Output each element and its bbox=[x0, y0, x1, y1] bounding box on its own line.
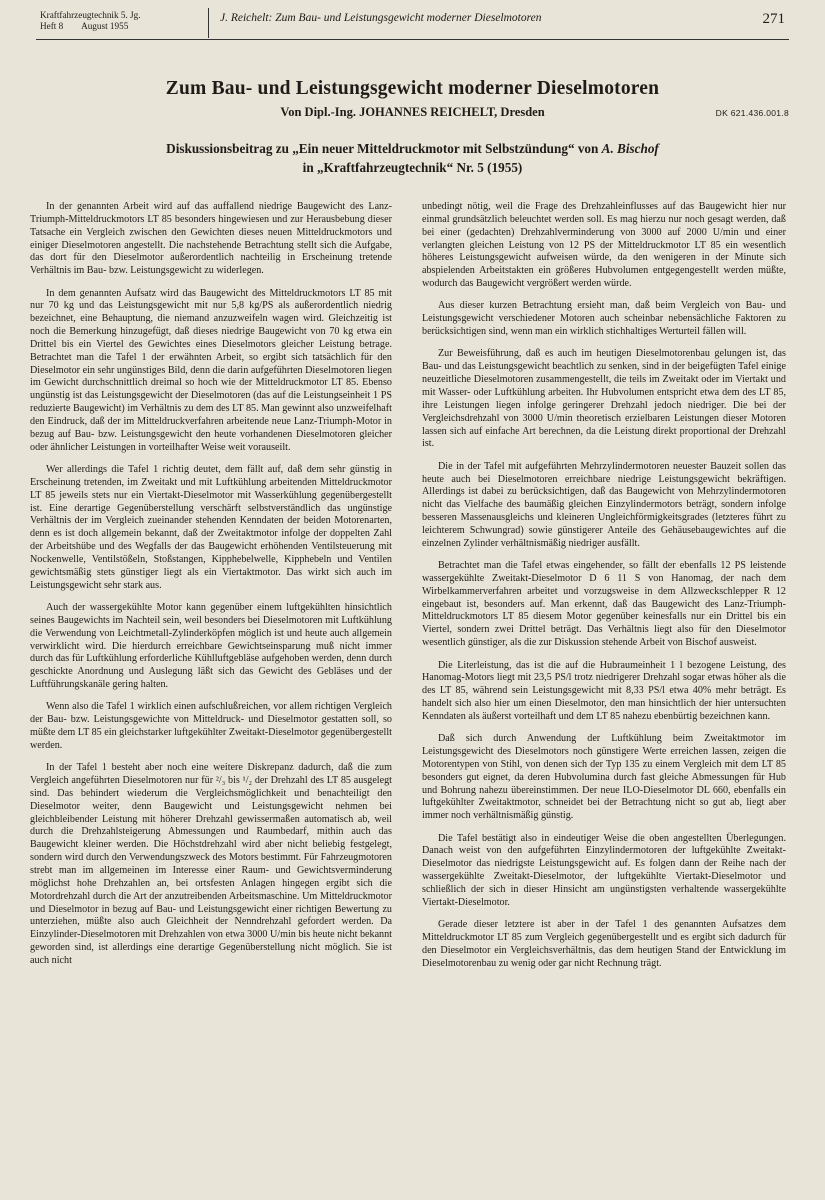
page-number: 271 bbox=[762, 11, 785, 27]
paragraph: In der genannten Arbeit wird auf das auffallend niedrige Baugewicht des Lanz-Triumph-Mitteldruckmotors LT 85 besonders hingewiesen und zur Herausbebung dieser Tatsache ein Vergleich zwischen den Gewichten dieses neuen Mitteldruckmotors und einiger Dieselmotoren angestellt. Die nachstehende Betrachtung stellt sich die Aufgabe, das dort für den Dieselmotor außerordentlich nachteilig in Erscheinung tretende Verhältnis im Bau- bzw. Leistungsgewicht zu widerlegen. bbox=[30, 201, 392, 277]
paragraph: Gerade dieser letztere ist aber in der Tafel 1 des genannten Aufsatzes dem Mitteldruckmotor LT 85 zum Vergleich gegenübergestellt und es ergibt sich dadurch für den Dieselmotor ein Vergleichsverhältnis, das dem heutigen Stand der Entwicklung im Dieselmotorenbau zu wenig oder gar nicht Rechnung trägt. bbox=[422, 919, 786, 969]
paragraph: Die Literleistung, das ist die auf die Hubraumeinheit 1 l bezogene Leistung, des Hanomag-Motors liegt mit 23,5 PS/l trotz niedrigerer Drehzahl sogar etwas höher als die des LT 85, während sein Leistungsgewicht mit 8,33 PS/l etwa 40% mehr beträgt. Es handelt sich also hier um einen Dieselmotor, den man hinsichtlich der hier untersuchten Kenndaten als äußerst vorteilhaft und dem LT 85 nahezu ebenbürtig bezeichnen kann. bbox=[422, 659, 786, 722]
paragraph: Die in der Tafel mit aufgeführten Mehrzylindermotoren neuester Bauzeit sollen das heute auch bei Dieselmotoren erreichbare niedrige Leistungsgewicht bekräftigen. Allerdings ist dabei zu berücksichtigen, daß das Baugewicht von Mehrzylindermotoren nicht das Vielfache des baumäßig gleichen Einzylindermotors beträgt, sondern infolge besseren Massenausgleichs und kleineren Ungleichförmigkeitsgrades (letzteres führt zu leichterem Schwungrad) sowie günstigerer Anteile des Gehäusebaugewichtes auf die einzelnen Zylinder verhältnismäßig niedriger ausfällt. bbox=[422, 460, 786, 549]
subtitle-line1 bbox=[36, 139, 789, 158]
article-subtitle bbox=[36, 139, 789, 177]
journal-info-line1: Kraftfahrzeugtechnik 5. Jg. bbox=[40, 10, 141, 20]
paragraph: Daß sich durch Anwendung der Luftkühlung beim Zweitaktmotor im Leistungsgewicht des Dieselmotors noch günstigere Werte erreichen lassen, zeigen die Motorentypen von Stihl, von denen sich der Typ 135 zu einem Vergleich mit dem LT 85 besonders gut eignet, da deren Hubvolumina durch fast gleiche Abmessungen für Hub und Bohrung nahezu übereinstimmen. Der neue ILO-Dieselmotor DL 660, ebenfalls ein luftgekühlter Zweitaktmotor, schneidet bei der Betrachtung nicht so gut ab, liegt aber immer noch verhältnismäßig günstig. bbox=[422, 733, 786, 822]
subtitle-line1-text: Diskussionsbeitrag zu „Ein neuer Mitteldruckmotor mit Selbstzündung“ von bbox=[166, 141, 602, 156]
paragraph: Die Tafel bestätigt also in eindeutiger Weise die oben angestellten Überlegungen. Danach weist von den aufgeführten Einzylindermotoren der luftgekühlte Zweitakt-Dieselmotor das niedrigste Leistungsgewicht auf. Es folgen dann der Reihe nach der wassergekühlte Zweitakt-Dieselmotor, der luftgekühlte Viertakt-Dieselmotor und schließlich der sich in dieser Hinsicht am ungünstigsten verhaltende wassergekühlte Viertakt-Dieselmotor. bbox=[422, 832, 786, 908]
article-heading bbox=[36, 78, 789, 177]
paragraph: Aus dieser kurzen Betrachtung ersieht man, daß beim Vergleich von Bau- und Leistungsgewicht verschiedener Motoren auch scheinbar nebensächliche Faktoren zu berücksichtigen sind, wenn man ein wirklich stichhaltiges Werturteil fällen will. bbox=[422, 300, 786, 338]
paragraph: unbedingt nötig, weil die Frage des Drehzahleinflusses auf das Baugewicht hier nur einmal grundsätzlich beleuchtet werden soll. Es mag hierzu nur noch gesagt werden, daß bei einer (gedachten) Drehzahlverminderung von 3000 auf 2000 U/min und einer verlangten gleichen Leistung von 12 PS der Mitteldruckmotor LT 85 ein wesentlich höheres Leistungsgewicht aufweisen würde, da den wenigeren in der Minute sich abspielenden Arbeitstakten ein größeres Hubvolumen entgegengestellt werden müßte, wodurch das Baugewicht vergrößert werden würde. bbox=[422, 201, 786, 290]
paragraph: Auch der wassergekühlte Motor kann gegenüber einem luftgekühlten hinsichtlich seines Baugewichts im Nachteil sein, weil besonders bei Dieselmotoren mit Luftkühlung die Verwendung von Leichtmetall-Zylinderköpfen möglich ist und heute auch allgemein verwirklicht wird. Die hierdurch erreichbare Gewichtseinsparung muß nicht immer durch das für Luftkühlung erforderliche Kühlluftgebläse aufgehoben werden, denn durch geschickte Anordnung und Auslegung läßt sich das Gewicht des Gebläses und der Luftführungskanäle gering halten. bbox=[30, 601, 392, 691]
subtitle-line2: in „Kraftfahrzeugtechnik“ Nr. 5 (1955) bbox=[302, 160, 523, 175]
running-title: J. Reichelt: Zum Bau- und Leistungsgewicht moderner Dieselmotoren bbox=[220, 12, 542, 24]
paragraph: Wenn also die Tafel 1 wirklich einen aufschlußreichen, vor allem richtigen Vergleich der Bau- bzw. Leistungsgewichte von Mitteldruck- und Dieselmotor gestatten soll, so müßte dem LT 85 ein gleichstarker luftgekühlter Zweitakt-Dieselmotor gegenübergestellt werden. bbox=[30, 701, 392, 751]
left-column bbox=[30, 201, 392, 977]
page-header bbox=[36, 8, 789, 40]
header-vertical-rule bbox=[208, 8, 209, 38]
dk-classification: DK 621.436.001.8 bbox=[715, 108, 789, 118]
article-title: Zum Bau- und Leistungsgewicht moderner Dieselmotoren bbox=[165, 78, 660, 99]
journal-info bbox=[40, 10, 141, 32]
paragraph: In dem genannten Aufsatz wird das Baugewicht des Mitteldruckmotors LT 85 mit nur 70 kg und das Leistungsgewicht mit nur 5,8 kg/PS als außerordentlich niedrig bezeichnet, eine Behauptung, die niemand anzuzweifeln wagen wird. Gleichzeitig ist noch die Bemerkung hinzugefügt, daß dieses niedrige Baugewicht von 70 kg etwa ein Drittel bis ein Viertel des Gewichtes eines Dieselmotors gleicher Leistung betrage. Betrachtet man die Tafel 1 der erwähnten Arbeit, so ergibt sich tatsächlich für den Dieselmotor ein sehr ungünstiges Bild, denn die darin aufgeführten Dieselmotoren liegen im Gewicht durchschnittlich dreimal so hoch wie der Mitteldruckmotor LT 85. Ebenso ungünstig ist das Leistungsgewicht der Dieselmotoren (das auf die Leistungseinheit 1 PS reduzierte Baugewicht) im Verhältnis zu dem des LT 85. Man gewinnt also unzweifelhaft den Eindruck, daß der im Mitteldruckverfahren arbeitende neue Lanz-Triumph-Motor in bezug auf Bau- bzw. Leistungsgewicht den heute vorhandenen Dieselmotoren gleicher oder ähnlicher Leistungen in vorteilhafter Weise weit vorauseilt. bbox=[30, 287, 392, 453]
paragraph: Wer allerdings die Tafel 1 richtig deutet, dem fällt auf, daß dem sehr günstig in Erscheinung tretenden, im Zweitakt und mit Luftkühlung arbeitenden Mitteldruckmotor LT 85 jeweils stets nur ein Viertakt-Dieselmotor mit Wasserkühlung gegenübergestellt ist. Eine derartige Gegenüberstellung verschärft selbstverständlich das ungünstige Verhältnis der im Vergleich zueinander stehenden Kenndaten der beiden Motorenarten, denn es ist doch allgemein bekannt, daß der Zweitaktmotor infolge der doppelten Zahl der Arbeitshübe und des Wegfalls der das Baugewicht erhöhenden Ventilsteuerung mit Nockenwelle, Ventilstößeln, Stoßstangen, Kipphebelwelle, Kipphebeln und Ventilen gewichtsmäßig stets günstiger liegt als ein Viertaktmotor. Das wirkt sich auch im Leistungsgewicht sehr stark aus. bbox=[30, 464, 392, 591]
paragraph: In der Tafel 1 besteht aber noch eine weitere Diskrepanz dadurch, daß die zum Vergleich angeführten Dieselmotoren nur für ²/₃ bis ¹/₂ der Drehzahl des LT 85 ausgelegt sind. Das behindert wiederum die Vergleichsmöglichkeit und benachteiligt den Dieselmotor weiter, denn Baugewicht und Leistungsgewicht nehmen bei gleichbleibender Leistung mit höherer Drehzahl gewissermaßen automatisch ab, weil durch die Drehzahlsteigerung Abmessungen und Raumbedarf, mithin auch das Baugewicht kleiner werden. Die Höchstdrehzahl wird aber nicht beliebig festgelegt, sondern wird durch den Verwendungszweck des Motors bestimmt. Für Fahrzeugmotoren strebt man im allgemeinen im Interesse einer Raum- und Gewichtsverminderung möglichst hohe Drehzahlen an, bei ortsfesten Anlagen hingegen ergibt sich die Motordrehzahl durch die Art der anzutreibenden Arbeitsmaschine. Um Mitteldruckmotor und Dieselmotor in bezug auf Bau- und Leistungsgewicht einer richtigen Bewertung zu unterziehen, müßte also auch Gleichheit der Nenndrehzahl gefordert werden. Da Einzylinder-Dieselmotoren mit Drehzahlen von etwa 3000 U/min bis heute nicht bekannt geworden sind, ist allerdings eine derartige Gegenüberstellung nicht möglich. Sie ist auch nicht bbox=[30, 762, 392, 966]
paragraph: Betrachtet man die Tafel etwas eingehender, so fällt der ebenfalls 12 PS leistende wassergekühlte Zweitakt-Dieselmotor D 6 11 S von Hanomag, der nach dem Wirbelkammerverfahren arbeitet und vorzugsweise in dem Allzweckschlepper R 12 eingebaut ist, besonders auf. Man erkennt, daß das Baugewicht des Lanz-Triumph-Mitteldruckmotors LT 85 diesem Motor gegenüber keinesfalls nur ein Drittel bis ein Viertel, sondern zwei Drittel beträgt. Das Verhältnis liegt also für den Dieselmotor wesentlich günstiger, als die zur Diskussion stehende Arbeit von Bischof ausweist. bbox=[422, 560, 786, 649]
journal-info-line2: Heft 8 August 1955 bbox=[40, 21, 129, 31]
subtitle-author: A. Bischof bbox=[601, 141, 659, 156]
paragraph: Zur Beweisführung, daß es auch im heutigen Dieselmotorenbau gelungen ist, das Bau- und das Leistungsgewicht beachtlich zu senken, sind in der beigefügten Tafel einige neuzeitliche Dieselmotoren zusammengestellt, die teils im Zweitakt oder im Viertakt und mit Wasser- oder Luftkühlung arbeiten. Ihr Hubvolumen entspricht etwa dem des LT 85, ihre Leistungen liegen infolge geringerer Drehzahl jedoch niedriger. Die bei der Vergleichsdrehzahl von 3000 U/min theoretisch erzielbaren Leistungen dieser Motoren lassen sich auf einfache Art berechnen, da die Leistung direkt proportional der Drehzahl ist. bbox=[422, 348, 786, 450]
header-horizontal-rule bbox=[36, 39, 789, 40]
author-row bbox=[36, 105, 789, 125]
article-author: Von Dipl.-Ing. JOHANNES REICHELT, Dresden bbox=[280, 105, 545, 119]
right-column bbox=[422, 201, 786, 980]
